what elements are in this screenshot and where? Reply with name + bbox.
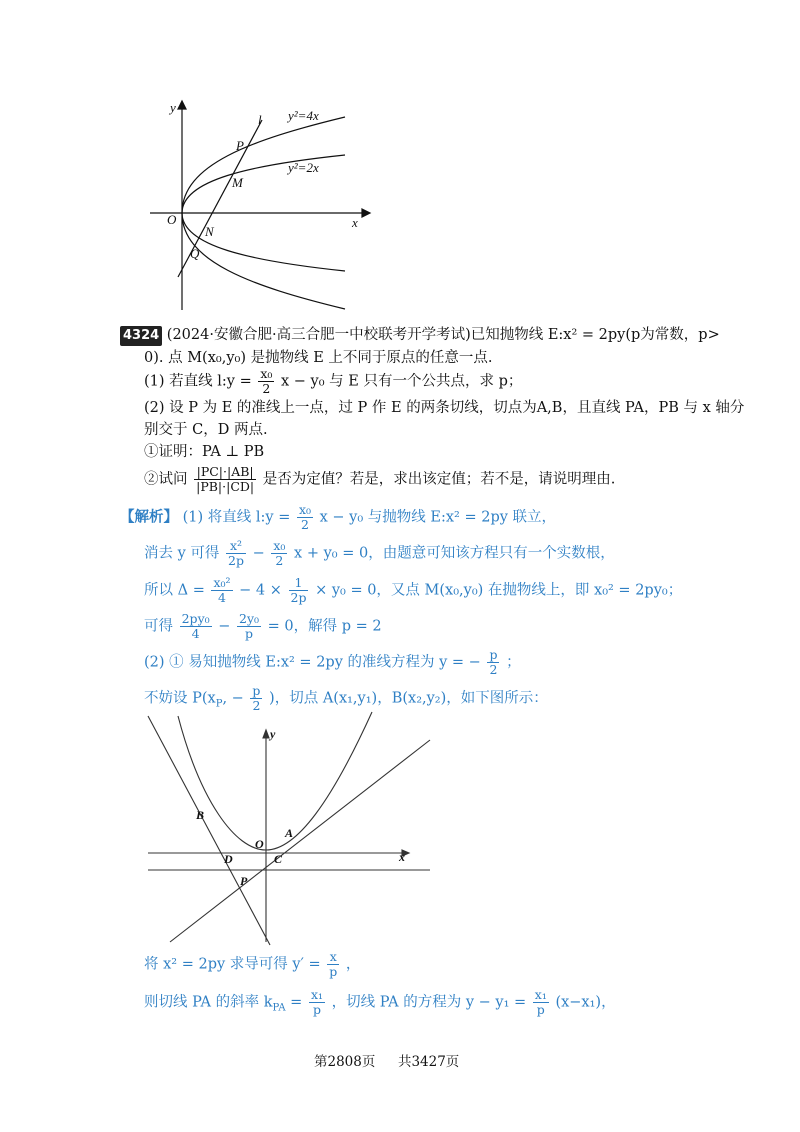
q2ii-text-a: ②试问 bbox=[144, 471, 188, 488]
problem-q2-ii bbox=[144, 465, 615, 494]
s6-b: )，切点 A(x₁,y₁)，B(x₂,y₂)，如下图所示： bbox=[269, 690, 548, 707]
figure-parabolas bbox=[140, 95, 380, 315]
tangent-PB bbox=[148, 716, 270, 945]
s8-fraction1: $\frac{\text{x₁}}{p}$ bbox=[310, 987, 323, 1017]
s8-mid: = bbox=[285, 994, 303, 1011]
s5-b: ； bbox=[506, 654, 521, 671]
s3-fraction2: $\frac{1}{2p}$ bbox=[290, 575, 307, 605]
tangent-PA bbox=[170, 740, 430, 942]
s4-fraction1: $\frac{\text{2py₀}}{4}$ bbox=[181, 611, 210, 641]
s8-fraction2: $\frac{\text{x₁}}{p}$ bbox=[534, 987, 547, 1017]
curve-y2-2x bbox=[182, 155, 345, 213]
s1-b: x − y₀ 与抛物线 E:x² = 2py 联立， bbox=[319, 509, 557, 526]
s3-a: 所以 Δ = bbox=[144, 582, 205, 599]
fig1-curve2-label: y²=2x bbox=[288, 160, 319, 175]
q1-fraction: $\frac{\text{x₀}}{2}$ bbox=[260, 366, 273, 396]
fig1-N-label: N bbox=[205, 224, 214, 239]
solution-line6 bbox=[144, 684, 548, 713]
problem-line2: 0). 点 M(x₀,y₀) 是抛物线 E 上不同于原点的任意一点. bbox=[144, 350, 493, 366]
s4-b: = 0，解得 p = 2 bbox=[267, 618, 382, 635]
solution-label: 【解析】 bbox=[120, 508, 178, 526]
fig2-D-label: D bbox=[224, 852, 233, 866]
s7-a: 将 x² = 2py 求导可得 y′ = bbox=[144, 956, 321, 973]
solution-line1 bbox=[120, 503, 556, 532]
fig2-A-label: A bbox=[285, 826, 294, 840]
s8-sub: PA bbox=[272, 1002, 286, 1014]
fig1-curve1-label: y²=4x bbox=[288, 108, 319, 123]
fig1-O-label: O bbox=[167, 212, 177, 227]
s4-fraction2: $\frac{\text{2y₀}}{p}$ bbox=[239, 611, 260, 641]
s6-a: 不妨设 P(x bbox=[144, 690, 216, 707]
s6-mid: , − bbox=[222, 690, 244, 707]
s6-fraction: $\frac{p}{2}$ bbox=[252, 683, 261, 713]
s7-b: ， bbox=[345, 956, 361, 973]
fig2-x-label: x bbox=[399, 850, 405, 864]
s4-a: 可得 bbox=[144, 618, 173, 635]
fig1-y-label: y bbox=[170, 100, 176, 115]
fig1-P-label: P bbox=[236, 138, 244, 153]
s8-c: ，切线 PA 的方程为 y − y₁ = bbox=[331, 994, 527, 1011]
curve-y2-2x-lower bbox=[182, 213, 345, 271]
problem-q1 bbox=[144, 367, 522, 396]
s8-d: (x−x₁)， bbox=[555, 994, 616, 1011]
s5-fraction: $\frac{p}{2}$ bbox=[489, 647, 498, 677]
q2ii-text-b: 是否为定值？若是，求出该定值；若不是，请说明理由. bbox=[262, 471, 616, 488]
s2-fraction1: $\frac{\text{x²}}{2p}$ bbox=[228, 538, 244, 568]
s3-mid: − 4 × bbox=[239, 582, 282, 599]
s5-a: (2) ① 易知抛物线 E:x² = 2py 的准线方程为 y = − bbox=[144, 654, 481, 671]
s1-a: (1) 将直线 l:y = bbox=[182, 509, 291, 526]
s1-fraction: $\frac{\text{x₀}}{2}$ bbox=[298, 502, 312, 532]
s3-b: × y₀ = 0，又点 M(x₀,y₀) 在抛物线上，即 x₀² = 2py₀； bbox=[315, 582, 683, 599]
solution-line4 bbox=[144, 612, 382, 641]
fig1-Q-label: Q bbox=[190, 246, 200, 261]
fig2-O-label: O bbox=[255, 837, 264, 851]
s2-a: 消去 y 可得 bbox=[144, 545, 220, 562]
fig1-l-label: l bbox=[258, 112, 262, 127]
footer-total: 共3427页 bbox=[397, 1054, 460, 1070]
fig2-P-label: P bbox=[240, 874, 248, 888]
page-footer bbox=[314, 1052, 459, 1072]
solution-line3 bbox=[144, 576, 682, 605]
s3-fraction1: $\frac{\text{x₀²}}{4}$ bbox=[213, 575, 231, 605]
curve-y2-4x bbox=[182, 117, 345, 213]
solution-line7 bbox=[144, 950, 360, 979]
s4-mid: − bbox=[218, 618, 231, 635]
q1-text-a: (1) 若直线 l:y = bbox=[144, 373, 252, 390]
solution-line5 bbox=[144, 648, 521, 677]
fig1-x-label: x bbox=[352, 215, 358, 230]
fig2-C-label: C bbox=[274, 852, 283, 866]
q2ii-fraction: $\frac{|PC|\cdot|AB|}{|PB|\cdot|CD|}$ bbox=[196, 464, 255, 494]
s8-a: 则切线 PA 的斜率 k bbox=[144, 994, 273, 1011]
footer-page: 第2808页 bbox=[314, 1054, 376, 1070]
s7-fraction: $\frac{x}{p}$ bbox=[329, 949, 338, 979]
solution-line8 bbox=[144, 988, 616, 1017]
q1-text-b: x − y₀ 与 E 只有一个公共点，求 p； bbox=[281, 373, 523, 390]
s2-b: x + y₀ = 0，由题意可知该方程只有一个实数根， bbox=[294, 545, 615, 562]
problem-number-badge: 4324 bbox=[120, 326, 162, 346]
s6-sub: P bbox=[215, 698, 223, 710]
solution-line2 bbox=[144, 539, 615, 568]
problem-line1 bbox=[120, 325, 720, 346]
problem-q2-line1: (2) 设 P 为 E 的准线上一点，过 P 作 E 的两条切线，切点为A,B，且直线 PA，PB 与 x 轴分 bbox=[144, 400, 745, 416]
fig1-M-label: M bbox=[232, 175, 243, 190]
problem-q2-line2: 别交于 C，D 两点. bbox=[144, 422, 268, 438]
problem-q2-i: ①证明：PA ⊥ PB bbox=[144, 444, 265, 460]
s2-fraction2: $\frac{\text{x₀}}{2}$ bbox=[273, 538, 286, 568]
fig2-y-label: y bbox=[270, 727, 276, 741]
s2-mid: − bbox=[252, 545, 265, 562]
fig2-B-label: B bbox=[196, 808, 205, 822]
problem-line1-text: (2024·安徽合肥·高三合肥一中校联考开学考试)已知抛物线 E:x² = 2py(p为常数，p> bbox=[166, 327, 720, 343]
